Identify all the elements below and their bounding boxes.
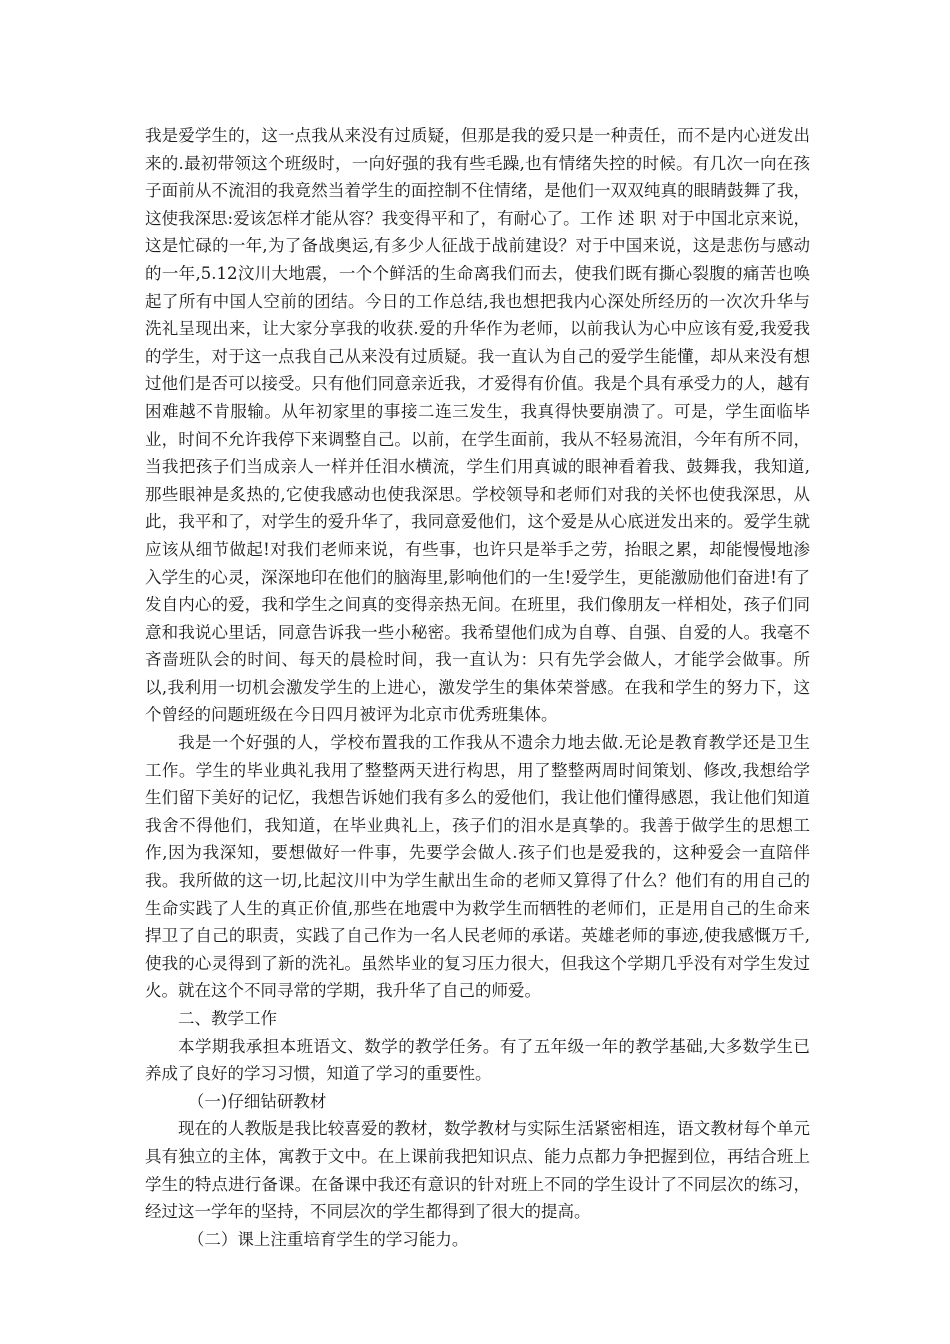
subheading-learning-ability: （二）课上注重培育学生的学习能力。 bbox=[187, 1229, 469, 1249]
paragraph-4: 现在的人教版是我比较喜爱的教材，数学教材与实际生活紧密相连，语文教材每个单元具有独立的主体，寓教于文中。在上课前我把知识点、能力点都力争把握到位，再结合班上学生的特点进行备课。在备课中我还有意识的针对班上不同的学生设计了不同层次的练习，经过这一学年的坚持，不同层次的学生都得到了很大的提高。 bbox=[145, 1119, 810, 1222]
document-body bbox=[145, 122, 810, 1253]
paragraph-2: 我是一个好强的人，学校布置我的工作我从不遗余力地去做.无论是教育教学还是卫生工作。学生的毕业典礼我用了整整两天进行构思，用了整整两周时间策划、修改,我想给学生们留下美好的记忆，我想告诉她们我有多么的爱他们，我让他们懂得感恩，我让他们知道我舍不得他们，我知道，在毕业典礼上，孩子们的泪水是真挚的。我善于做学生的思想工作,因为我深知，要想做好一件事，先要学会做人.孩子们也是爱我的，这种爱会一直陪伴我。我所做的这一切,比起汶川中为学生献出生命的老师又算得了什么？他们有的用自己的生命实践了人生的真正价值,那些在地震中为救学生而牺牲的老师们，正是用自己的生命来捍卫了自己的职责，实践了自己作为一名人民老师的承诺。英雄老师的事迹,使我感慨万千,使我的心灵得到了新的洗礼。虽然毕业的复习压力很大，但我这个学期几乎没有对学生发过火。就在这个不同寻常的学期，我升华了自己的师爱。 bbox=[145, 733, 810, 1001]
subheading-study-textbook: （一)仔细钻研教材 bbox=[187, 1091, 327, 1111]
section-heading-teaching: 二、教学工作 bbox=[178, 1009, 277, 1028]
paragraph-1: 我是爱学生的，这一点我从来没有过质疑，但那是我的爱只是一种责任，而不是内心迸发出来的.最初带领这个班级时，一向好强的我有些毛躁,也有情绪失控的时候。有几次一向在孩子面前从不流泪的我竟然当着学生的面控制不住情绪，是他们一双双纯真的眼睛鼓舞了我，这使我深思:爱该怎样才能从容？我变得平和了，有耐心了。工作 述 职 对于中国北京来说，这是忙碌的一年,为了备战奥运,有多少人征战于战前建设？对于中国来说，这是悲伤与感动的一年,5.12汶川大地震，一个个鲜活的生命离我们而去，使我们既有撕心裂腹的痛苦也唤起了所有中国人空前的团结。今日的工作总结,我也想把我内心深处所经历的一次次升华与洗礼呈现出来，让大家分享我的收获.爱的升华作为老师，以前我认为心中应该有爱,我爱我的学生，对于这一点我自己从来没有过质疑。我一直认为自己的爱学生能懂，却从来没有想过他们是否可以接受。只有他们同意亲近我，才爱得有价值。我是个具有承受力的人，越有困难越不肯服输。从年初家里的事接二连三发生，我真得快要崩溃了。可是，学生面临毕业，时间不允许我停下来调整自己。以前，在学生面前，我从不轻易流泪，今年有所不同，当我把孩子们当成亲人一样并任泪水横流，学生们用真诚的眼神看着我、鼓舞我，我知道,那些眼神是炙热的,它使我感动也使我深思。学校领导和老师们对我的关怀也使我深思，从此，我平和了，对学生的爱升华了，我同意爱他们，这个爱是从心底迸发出来的。爱学生就应该从细节做起!对我们老师来说，有些事，也许只是举手之劳，抬眼之累，却能慢慢地渗入学生的心灵，深深地印在他们的脑海里,影响他们的一生!爱学生，更能激励他们奋进!有了发自内心的爱，我和学生之间真的变得亲热无间。在班里，我们像朋友一样相处，孩子们同意和我说心里话，同意告诉我一些小秘密。我希望他们成为自尊、自强、自爱的人。我毫不吝啬班队会的时间、每天的晨检时间，我一直认为：只有先学会做人，才能学会做事。所以,我利用一切机会激发学生的上进心，激发学生的集体荣誉感。在我和学生的努力下，这个曾经的问题班级在今日四月被评为北京市优秀班集体。 bbox=[145, 126, 810, 725]
paragraph-3: 本学期我承担本班语文、数学的教学任务。有了五年级一年的教学基础,大多数学生已养成了良好的学习习惯，知道了学习的重要性。 bbox=[145, 1036, 810, 1084]
